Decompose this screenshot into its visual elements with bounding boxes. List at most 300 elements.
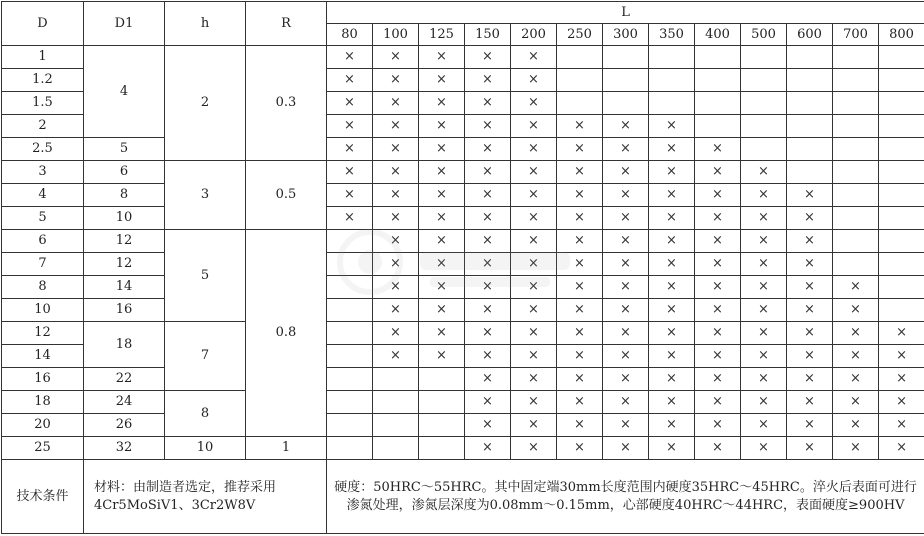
empty-cell (327, 322, 373, 345)
empty-cell (327, 414, 373, 437)
available-mark: × (603, 207, 649, 230)
available-mark: × (833, 299, 879, 322)
available-mark: × (741, 437, 787, 460)
table-row (2, 299, 924, 322)
available-mark: × (327, 115, 373, 138)
available-mark: × (327, 207, 373, 230)
cell-d1: 5 (84, 138, 165, 161)
available-mark: × (465, 115, 511, 138)
available-mark: × (649, 299, 695, 322)
empty-cell (603, 69, 649, 92)
available-mark: × (465, 391, 511, 414)
available-mark: × (373, 322, 419, 345)
available-mark: × (419, 115, 465, 138)
available-mark: × (649, 184, 695, 207)
available-mark: × (603, 138, 649, 161)
table-row (2, 276, 924, 299)
cell-d: 25 (2, 437, 84, 460)
available-mark: × (511, 161, 557, 184)
available-mark: × (879, 414, 924, 437)
cell-d: 10 (2, 299, 84, 322)
available-mark: × (557, 414, 603, 437)
table-row (2, 253, 924, 276)
available-mark: × (465, 276, 511, 299)
available-mark: × (511, 322, 557, 345)
header-d: D (2, 2, 84, 46)
empty-cell (741, 69, 787, 92)
available-mark: × (373, 161, 419, 184)
available-mark: × (787, 276, 833, 299)
available-mark: × (603, 161, 649, 184)
available-mark: × (603, 299, 649, 322)
table-row (2, 46, 924, 69)
empty-cell (419, 414, 465, 437)
empty-cell (603, 92, 649, 115)
cell-d1: 18 (84, 322, 165, 368)
available-mark: × (695, 161, 741, 184)
available-mark: × (879, 322, 924, 345)
available-mark: × (557, 322, 603, 345)
dimension-table (1, 1, 924, 534)
table-row (2, 138, 924, 161)
available-mark: × (603, 230, 649, 253)
available-mark: × (787, 368, 833, 391)
available-mark: × (373, 115, 419, 138)
cell-d: 7 (2, 253, 84, 276)
available-mark: × (465, 345, 511, 368)
empty-cell (787, 46, 833, 69)
table-row (2, 161, 924, 184)
available-mark: × (695, 322, 741, 345)
cell-d1: 24 (84, 391, 165, 414)
header-l-80: 80 (327, 24, 373, 46)
available-mark: × (879, 368, 924, 391)
available-mark: × (557, 368, 603, 391)
table-row (2, 437, 924, 460)
available-mark: × (373, 207, 419, 230)
available-mark: × (787, 207, 833, 230)
cell-d: 1 (2, 46, 84, 69)
available-mark: × (373, 276, 419, 299)
available-mark: × (741, 322, 787, 345)
available-mark: × (419, 276, 465, 299)
cell-d: 3 (2, 161, 84, 184)
empty-cell (741, 46, 787, 69)
available-mark: × (557, 391, 603, 414)
available-mark: × (879, 345, 924, 368)
available-mark: × (557, 184, 603, 207)
available-mark: × (603, 276, 649, 299)
empty-cell (741, 115, 787, 138)
cell-h: 10 (165, 437, 246, 460)
header-d1: D1 (84, 2, 165, 46)
empty-cell (833, 69, 879, 92)
empty-cell (373, 414, 419, 437)
empty-cell (649, 69, 695, 92)
available-mark: × (649, 276, 695, 299)
available-mark: × (833, 322, 879, 345)
available-mark: × (741, 391, 787, 414)
available-mark: × (879, 391, 924, 414)
available-mark: × (603, 115, 649, 138)
cell-d: 12 (2, 322, 84, 345)
available-mark: × (557, 299, 603, 322)
cell-d: 4 (2, 184, 84, 207)
empty-cell (787, 69, 833, 92)
empty-cell (327, 437, 373, 460)
table-row (2, 322, 924, 345)
available-mark: × (787, 230, 833, 253)
tech-conditions-label: 技术条件 (2, 460, 84, 534)
empty-cell (695, 115, 741, 138)
empty-cell (419, 391, 465, 414)
cell-r: 0.5 (246, 161, 327, 230)
cell-d1: 12 (84, 253, 165, 276)
empty-cell (879, 138, 924, 161)
available-mark: × (649, 322, 695, 345)
available-mark: × (695, 253, 741, 276)
empty-cell (695, 92, 741, 115)
empty-cell (327, 230, 373, 253)
header-l-800: 800 (879, 24, 924, 46)
empty-cell (557, 46, 603, 69)
header-l-250: 250 (557, 24, 603, 46)
cell-r: 0.8 (246, 230, 327, 437)
available-mark: × (557, 253, 603, 276)
empty-cell (879, 230, 924, 253)
available-mark: × (511, 207, 557, 230)
available-mark: × (695, 368, 741, 391)
empty-cell (833, 184, 879, 207)
available-mark: × (465, 184, 511, 207)
available-mark: × (465, 230, 511, 253)
header-l-125: 125 (419, 24, 465, 46)
available-mark: × (373, 299, 419, 322)
available-mark: × (603, 391, 649, 414)
header-l-500: 500 (741, 24, 787, 46)
cell-d: 20 (2, 414, 84, 437)
empty-cell (787, 161, 833, 184)
available-mark: × (511, 368, 557, 391)
available-mark: × (741, 414, 787, 437)
available-mark: × (649, 345, 695, 368)
header-l: L (327, 2, 924, 24)
cell-h: 7 (165, 322, 246, 391)
empty-cell (327, 368, 373, 391)
available-mark: × (419, 207, 465, 230)
available-mark: × (327, 69, 373, 92)
cell-d1: 10 (84, 207, 165, 230)
empty-cell (879, 253, 924, 276)
available-mark: × (465, 299, 511, 322)
available-mark: × (557, 345, 603, 368)
available-mark: × (465, 138, 511, 161)
available-mark: × (649, 414, 695, 437)
cell-d1: 22 (84, 368, 165, 391)
available-mark: × (511, 299, 557, 322)
available-mark: × (511, 345, 557, 368)
empty-cell (833, 253, 879, 276)
empty-cell (879, 299, 924, 322)
available-mark: × (511, 184, 557, 207)
available-mark: × (373, 46, 419, 69)
available-mark: × (787, 322, 833, 345)
available-mark: × (419, 92, 465, 115)
header-l-100: 100 (373, 24, 419, 46)
available-mark: × (465, 161, 511, 184)
empty-cell (419, 437, 465, 460)
empty-cell (787, 115, 833, 138)
available-mark: × (511, 138, 557, 161)
header-l-600: 600 (787, 24, 833, 46)
cell-d: 2.5 (2, 138, 84, 161)
available-mark: × (511, 92, 557, 115)
available-mark: × (419, 69, 465, 92)
available-mark: × (879, 437, 924, 460)
cell-d1: 8 (84, 184, 165, 207)
available-mark: × (649, 368, 695, 391)
available-mark: × (695, 437, 741, 460)
available-mark: × (741, 230, 787, 253)
empty-cell (833, 92, 879, 115)
cell-d: 14 (2, 345, 84, 368)
empty-cell (833, 115, 879, 138)
cell-h: 3 (165, 161, 246, 230)
available-mark: × (649, 230, 695, 253)
cell-d: 18 (2, 391, 84, 414)
available-mark: × (465, 253, 511, 276)
available-mark: × (373, 92, 419, 115)
empty-cell (327, 391, 373, 414)
available-mark: × (327, 46, 373, 69)
empty-cell (327, 253, 373, 276)
empty-cell (603, 46, 649, 69)
empty-cell (879, 69, 924, 92)
empty-cell (787, 138, 833, 161)
available-mark: × (419, 184, 465, 207)
available-mark: × (787, 345, 833, 368)
available-mark: × (465, 368, 511, 391)
available-mark: × (511, 69, 557, 92)
cell-d1: 4 (84, 46, 165, 138)
available-mark: × (373, 253, 419, 276)
available-mark: × (695, 299, 741, 322)
available-mark: × (419, 322, 465, 345)
available-mark: × (557, 276, 603, 299)
available-mark: × (695, 276, 741, 299)
available-mark: × (649, 115, 695, 138)
available-mark: × (327, 161, 373, 184)
available-mark: × (649, 253, 695, 276)
available-mark: × (603, 437, 649, 460)
available-mark: × (741, 299, 787, 322)
available-mark: × (787, 437, 833, 460)
table-row (2, 368, 924, 391)
available-mark: × (603, 414, 649, 437)
available-mark: × (511, 230, 557, 253)
empty-cell (879, 161, 924, 184)
empty-cell (879, 184, 924, 207)
empty-cell (833, 138, 879, 161)
available-mark: × (741, 345, 787, 368)
available-mark: × (419, 253, 465, 276)
empty-cell (741, 138, 787, 161)
available-mark: × (787, 391, 833, 414)
cell-r: 1 (246, 437, 327, 460)
cell-d1: 16 (84, 299, 165, 322)
empty-cell (419, 368, 465, 391)
available-mark: × (511, 46, 557, 69)
empty-cell (833, 230, 879, 253)
available-mark: × (419, 46, 465, 69)
available-mark: × (603, 253, 649, 276)
empty-cell (741, 92, 787, 115)
cell-d: 6 (2, 230, 84, 253)
available-mark: × (741, 161, 787, 184)
available-mark: × (603, 184, 649, 207)
available-mark: × (649, 437, 695, 460)
empty-cell (649, 46, 695, 69)
available-mark: × (833, 345, 879, 368)
cell-d1: 32 (84, 437, 165, 460)
available-mark: × (649, 138, 695, 161)
empty-cell (373, 368, 419, 391)
empty-cell (373, 437, 419, 460)
cell-h: 5 (165, 230, 246, 322)
available-mark: × (695, 391, 741, 414)
available-mark: × (741, 207, 787, 230)
available-mark: × (511, 115, 557, 138)
empty-cell (557, 92, 603, 115)
available-mark: × (649, 161, 695, 184)
available-mark: × (649, 391, 695, 414)
available-mark: × (695, 230, 741, 253)
available-mark: × (833, 414, 879, 437)
available-mark: × (603, 368, 649, 391)
available-mark: × (327, 184, 373, 207)
cell-d: 5 (2, 207, 84, 230)
empty-cell (787, 92, 833, 115)
cell-d1: 12 (84, 230, 165, 253)
cell-r: 0.3 (246, 46, 327, 161)
available-mark: × (419, 161, 465, 184)
header-l-700: 700 (833, 24, 879, 46)
available-mark: × (695, 138, 741, 161)
available-mark: × (833, 276, 879, 299)
empty-cell (327, 276, 373, 299)
empty-cell (879, 92, 924, 115)
available-mark: × (741, 276, 787, 299)
available-mark: × (787, 253, 833, 276)
empty-cell (373, 391, 419, 414)
available-mark: × (695, 414, 741, 437)
available-mark: × (787, 184, 833, 207)
empty-cell (833, 46, 879, 69)
cell-d1: 14 (84, 276, 165, 299)
empty-cell (879, 276, 924, 299)
table-row (2, 184, 924, 207)
available-mark: × (511, 253, 557, 276)
available-mark: × (695, 345, 741, 368)
empty-cell (833, 161, 879, 184)
available-mark: × (741, 184, 787, 207)
cell-d: 2 (2, 115, 84, 138)
empty-cell (879, 115, 924, 138)
table-row (2, 414, 924, 437)
available-mark: × (465, 46, 511, 69)
available-mark: × (373, 138, 419, 161)
available-mark: × (327, 138, 373, 161)
empty-cell (327, 345, 373, 368)
available-mark: × (557, 161, 603, 184)
available-mark: × (465, 414, 511, 437)
available-mark: × (373, 69, 419, 92)
header-l-300: 300 (603, 24, 649, 46)
table-row (2, 391, 924, 414)
material-note: 材料：由制造者选定，推荐采用4Cr5MoSiV1、3Cr2W8V (84, 460, 327, 534)
available-mark: × (833, 437, 879, 460)
empty-cell (557, 69, 603, 92)
available-mark: × (557, 230, 603, 253)
empty-cell (879, 46, 924, 69)
available-mark: × (465, 322, 511, 345)
table-row (2, 207, 924, 230)
cell-h: 2 (165, 46, 246, 161)
cell-d: 16 (2, 368, 84, 391)
available-mark: × (557, 115, 603, 138)
header-l-350: 350 (649, 24, 695, 46)
available-mark: × (465, 69, 511, 92)
available-mark: × (603, 322, 649, 345)
empty-cell (327, 299, 373, 322)
cell-h: 8 (165, 391, 246, 437)
available-mark: × (419, 345, 465, 368)
available-mark: × (741, 368, 787, 391)
available-mark: × (833, 368, 879, 391)
available-mark: × (419, 230, 465, 253)
available-mark: × (511, 414, 557, 437)
available-mark: × (511, 391, 557, 414)
available-mark: × (511, 276, 557, 299)
cell-d: 1.2 (2, 69, 84, 92)
available-mark: × (695, 184, 741, 207)
cell-d: 1.5 (2, 92, 84, 115)
available-mark: × (373, 345, 419, 368)
available-mark: × (649, 207, 695, 230)
available-mark: × (695, 207, 741, 230)
available-mark: × (833, 391, 879, 414)
header-h: h (165, 2, 246, 46)
table-row (2, 230, 924, 253)
available-mark: × (465, 92, 511, 115)
header-l-400: 400 (695, 24, 741, 46)
available-mark: × (557, 207, 603, 230)
empty-cell (879, 207, 924, 230)
cell-d1: 26 (84, 414, 165, 437)
available-mark: × (419, 138, 465, 161)
empty-cell (695, 69, 741, 92)
empty-cell (695, 46, 741, 69)
available-mark: × (327, 92, 373, 115)
header-r: R (246, 2, 327, 46)
available-mark: × (787, 299, 833, 322)
available-mark: × (557, 437, 603, 460)
empty-cell (833, 207, 879, 230)
tech-conditions-row (2, 460, 924, 534)
header-l-150: 150 (465, 24, 511, 46)
cell-d1: 6 (84, 161, 165, 184)
available-mark: × (373, 230, 419, 253)
